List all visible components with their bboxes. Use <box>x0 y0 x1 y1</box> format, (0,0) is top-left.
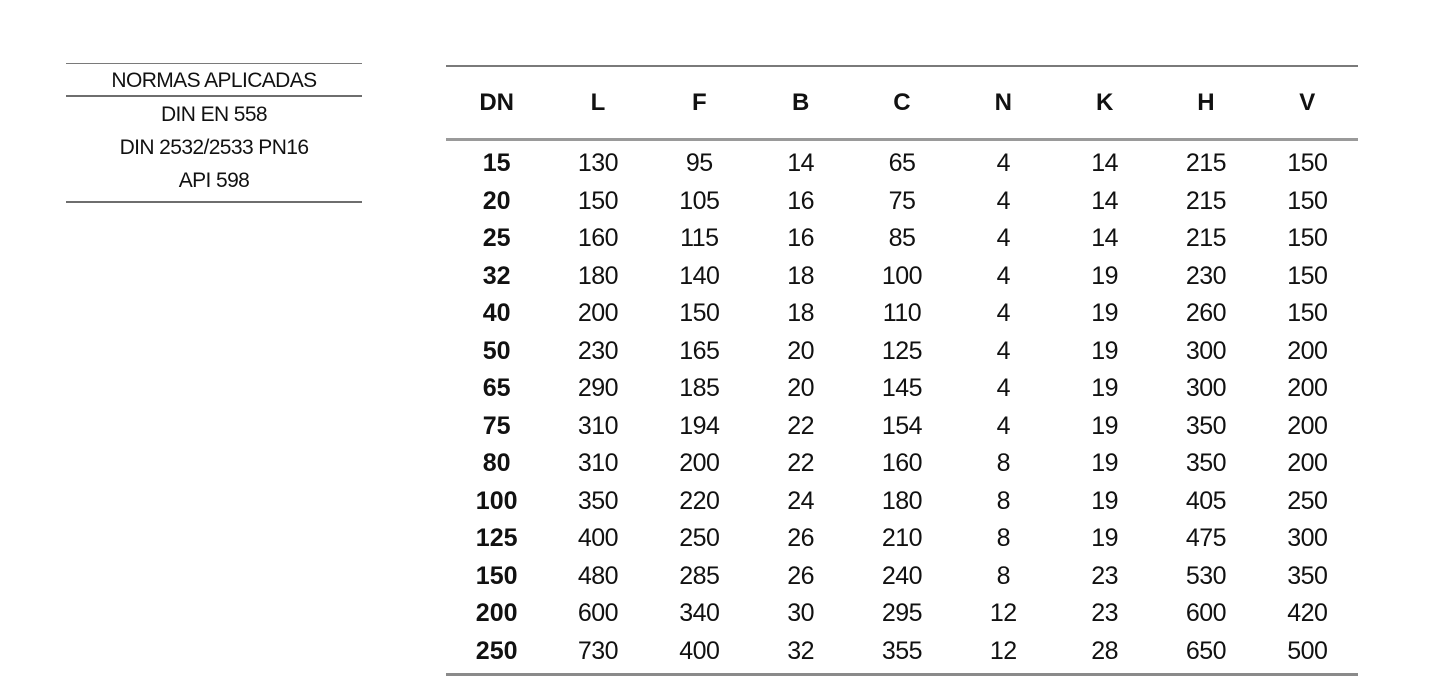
value-cell: 32 <box>787 636 815 665</box>
value-cell: 400 <box>679 636 720 665</box>
applied-standards-box <box>66 63 362 203</box>
value-cell: 220 <box>679 486 720 515</box>
value-cell: 420 <box>1287 599 1328 628</box>
table-row <box>446 633 1358 675</box>
value-cell: 8 <box>996 486 1010 515</box>
value-cell: 23 <box>1091 561 1119 590</box>
dn-cell: 200 <box>475 599 518 628</box>
column-header-dn: DN <box>446 66 547 140</box>
table-row <box>446 483 1358 521</box>
dn-cell: 250 <box>475 636 518 665</box>
applied-standards-title: NORMAS APLICADAS <box>66 64 362 97</box>
column-header-h: H <box>1155 66 1256 140</box>
value-cell: 350 <box>1185 449 1227 478</box>
value-cell: 23 <box>1091 599 1119 628</box>
value-cell: 4 <box>996 336 1010 365</box>
value-cell: 500 <box>1287 636 1328 665</box>
value-cell: 4 <box>996 261 1010 290</box>
value-cell: 16 <box>787 224 815 253</box>
value-cell: 160 <box>881 449 923 478</box>
value-cell: 250 <box>1287 486 1328 515</box>
value-cell: 340 <box>679 599 720 628</box>
value-cell: 19 <box>1091 524 1119 553</box>
value-cell: 125 <box>881 336 923 365</box>
standard-item: DIN EN 558 <box>160 103 268 126</box>
value-cell: 4 <box>996 374 1010 403</box>
value-cell: 150 <box>1287 299 1328 328</box>
dn-cell: 80 <box>482 449 511 478</box>
value-cell: 24 <box>787 486 815 515</box>
table-row <box>446 370 1358 408</box>
value-cell: 200 <box>1287 336 1328 365</box>
value-cell: 19 <box>1091 261 1119 290</box>
value-cell: 26 <box>787 524 815 553</box>
table-header-row <box>446 66 1358 140</box>
value-cell: 28 <box>1091 636 1119 665</box>
value-cell: 110 <box>882 299 922 328</box>
value-cell: 310 <box>577 411 619 440</box>
standard-item: API 598 <box>178 169 250 192</box>
value-cell: 300 <box>1185 374 1227 403</box>
value-cell: 600 <box>1185 599 1227 628</box>
value-cell: 150 <box>1287 224 1328 253</box>
value-cell: 400 <box>577 524 619 553</box>
value-cell: 260 <box>1185 299 1227 328</box>
value-cell: 475 <box>1185 524 1227 553</box>
value-cell: 180 <box>577 261 619 290</box>
column-header-v: V <box>1257 66 1358 140</box>
table-row <box>446 408 1358 446</box>
table-row <box>446 220 1358 258</box>
value-cell: 19 <box>1091 449 1119 478</box>
column-header-k: K <box>1054 66 1155 140</box>
value-cell: 165 <box>679 336 720 365</box>
value-cell: 130 <box>577 149 619 178</box>
value-cell: 12 <box>989 599 1017 628</box>
table-row <box>446 520 1358 558</box>
value-cell: 8 <box>996 561 1010 590</box>
value-cell: 16 <box>787 186 815 215</box>
value-cell: 95 <box>685 149 713 178</box>
column-header-b: B <box>750 66 851 140</box>
value-cell: 310 <box>577 449 619 478</box>
value-cell: 650 <box>1185 636 1227 665</box>
value-cell: 185 <box>679 374 720 403</box>
value-cell: 140 <box>679 261 720 290</box>
value-cell: 250 <box>679 524 720 553</box>
value-cell: 19 <box>1091 486 1119 515</box>
value-cell: 4 <box>996 224 1010 253</box>
column-header-c: C <box>851 66 952 140</box>
value-cell: 8 <box>996 524 1010 553</box>
value-cell: 200 <box>577 299 619 328</box>
dn-cell: 25 <box>482 224 511 253</box>
value-cell: 194 <box>679 411 720 440</box>
value-cell: 18 <box>787 261 815 290</box>
value-cell: 350 <box>577 486 619 515</box>
value-cell: 300 <box>1287 524 1328 553</box>
value-cell: 200 <box>1287 449 1328 478</box>
value-cell: 530 <box>1185 561 1227 590</box>
dn-cell: 20 <box>482 186 511 215</box>
value-cell: 200 <box>1287 411 1328 440</box>
value-cell: 350 <box>1287 561 1328 590</box>
value-cell: 14 <box>787 149 815 178</box>
value-cell: 200 <box>679 449 720 478</box>
value-cell: 600 <box>577 599 619 628</box>
value-cell: 285 <box>679 561 720 590</box>
value-cell: 20 <box>787 336 815 365</box>
value-cell: 14 <box>1091 224 1119 253</box>
column-header-n: N <box>953 66 1054 140</box>
value-cell: 85 <box>888 224 916 253</box>
value-cell: 240 <box>881 561 923 590</box>
value-cell: 19 <box>1091 411 1119 440</box>
value-cell: 12 <box>989 636 1017 665</box>
value-cell: 180 <box>881 486 923 515</box>
value-cell: 115 <box>680 224 719 253</box>
value-cell: 150 <box>1287 261 1328 290</box>
dn-cell: 65 <box>482 374 511 403</box>
value-cell: 4 <box>996 149 1010 178</box>
value-cell: 154 <box>881 411 923 440</box>
value-cell: 230 <box>1185 261 1227 290</box>
dn-cell: 50 <box>482 336 511 365</box>
value-cell: 350 <box>1185 411 1227 440</box>
value-cell: 215 <box>1185 224 1227 253</box>
table-row <box>446 333 1358 371</box>
value-cell: 160 <box>577 224 619 253</box>
value-cell: 355 <box>881 636 923 665</box>
value-cell: 295 <box>881 599 923 628</box>
value-cell: 14 <box>1091 186 1119 215</box>
table-row <box>446 258 1358 296</box>
value-cell: 4 <box>996 186 1010 215</box>
value-cell: 22 <box>787 411 815 440</box>
value-cell: 18 <box>787 299 815 328</box>
value-cell: 8 <box>996 449 1010 478</box>
value-cell: 210 <box>881 524 923 553</box>
table-row <box>446 140 1358 183</box>
dimensions-table <box>446 65 1358 676</box>
value-cell: 4 <box>996 411 1010 440</box>
table-body <box>446 140 1358 675</box>
value-cell: 215 <box>1185 149 1227 178</box>
value-cell: 19 <box>1091 374 1119 403</box>
table-row <box>446 445 1358 483</box>
table-row <box>446 558 1358 596</box>
value-cell: 150 <box>679 299 720 328</box>
table-row <box>446 595 1358 633</box>
value-cell: 150 <box>1287 149 1328 178</box>
value-cell: 14 <box>1091 149 1119 178</box>
value-cell: 730 <box>577 636 619 665</box>
value-cell: 300 <box>1185 336 1227 365</box>
dn-cell: 32 <box>482 261 511 290</box>
value-cell: 19 <box>1091 299 1119 328</box>
value-cell: 105 <box>679 186 720 215</box>
applied-standards-list <box>66 97 362 201</box>
value-cell: 75 <box>888 186 916 215</box>
value-cell: 26 <box>787 561 815 590</box>
value-cell: 4 <box>996 299 1010 328</box>
value-cell: 480 <box>577 561 619 590</box>
value-cell: 200 <box>1287 374 1328 403</box>
table-row <box>446 295 1358 333</box>
value-cell: 19 <box>1091 336 1119 365</box>
value-cell: 230 <box>577 336 619 365</box>
value-cell: 22 <box>787 449 815 478</box>
dn-cell: 125 <box>475 524 518 553</box>
value-cell: 150 <box>1287 186 1328 215</box>
value-cell: 290 <box>577 374 619 403</box>
dn-cell: 15 <box>482 149 511 178</box>
dn-cell: 40 <box>482 299 511 328</box>
value-cell: 20 <box>787 374 815 403</box>
column-header-l: L <box>547 66 648 140</box>
value-cell: 145 <box>881 374 923 403</box>
value-cell: 100 <box>881 261 923 290</box>
dn-cell: 150 <box>475 561 518 590</box>
dn-cell: 75 <box>482 411 511 440</box>
dn-cell: 100 <box>475 486 518 515</box>
value-cell: 405 <box>1185 486 1227 515</box>
standard-item: DIN 2532/2533 PN16 <box>119 136 309 159</box>
value-cell: 150 <box>577 186 619 215</box>
value-cell: 215 <box>1185 186 1227 215</box>
column-header-f: F <box>649 66 750 140</box>
value-cell: 30 <box>787 599 815 628</box>
value-cell: 65 <box>888 149 916 178</box>
table-row <box>446 183 1358 221</box>
